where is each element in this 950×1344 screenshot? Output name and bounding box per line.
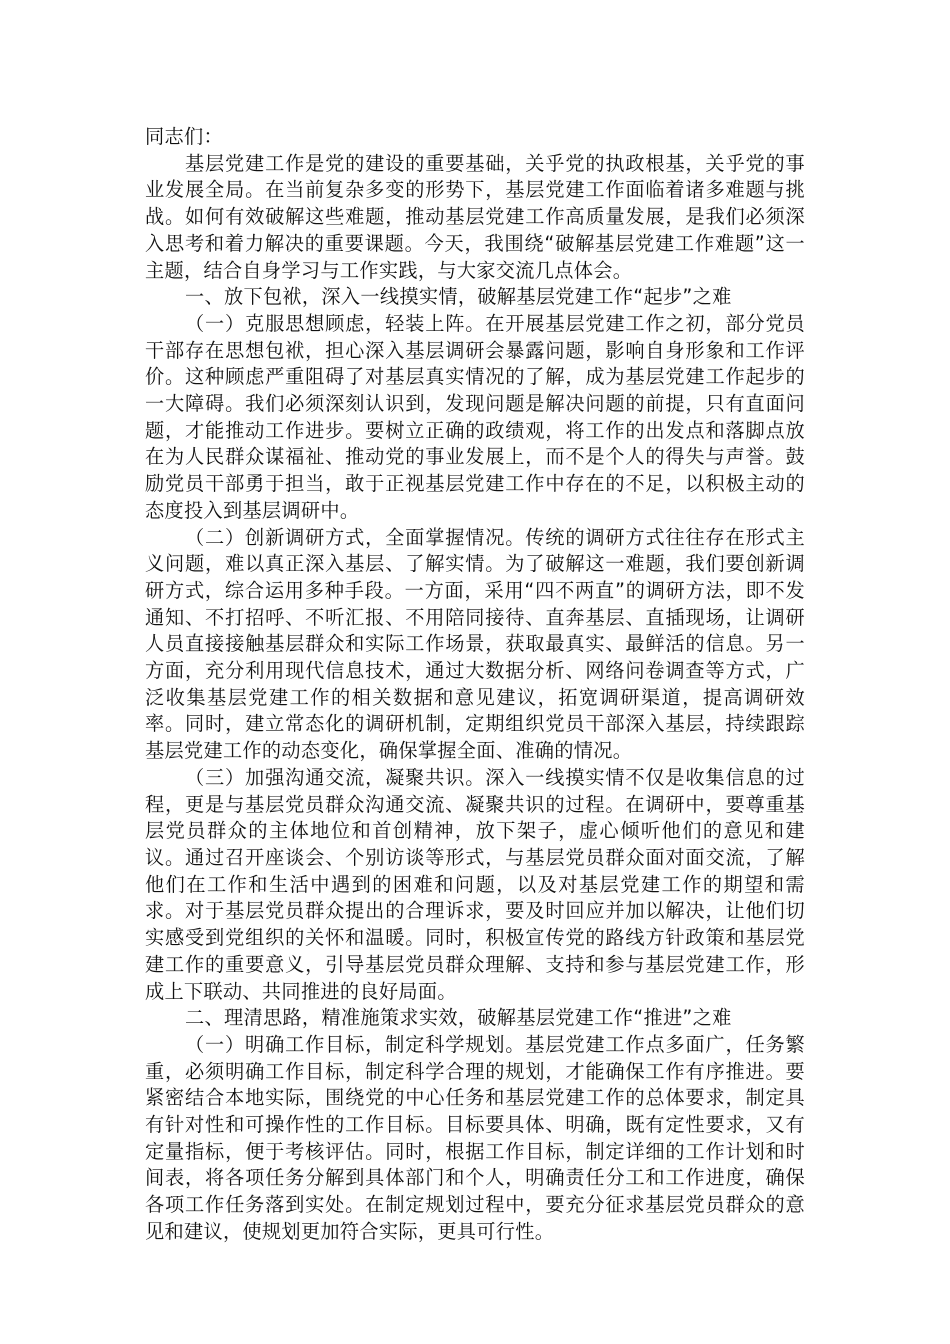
salutation: 同志们：: [145, 125, 223, 148]
body-paragraph: （一）克服思想顾虑，轻装上阵。在开展基层党建工作之初，部分党员干部存在思想包袱，担心深入基层调研会暴露问题，影响自身形象和工作评价。这种顾虑严重阻碍了对基层真实情况的了解，成为基层党建工作起步的一大障碍。我们必须深刻认识到，发现问题是解决问题的前提，只有直面问题，才能推动工作进步。要树立正确的政绩观，将工作的出发点和落脚点放在为人民群众谋福祉、推动党的事业发展上，而不是个人的得失与声誉。鼓励党员干部勇于担当，敢于正视基层党建工作中存在的不足，以积极主动的态度投入到基层调研中。: [145, 311, 805, 522]
intro-paragraph: 基层党建工作是党的建设的重要基础，关乎党的执政根基，关乎党的事业发展全局。在当前复杂多变的形势下，基层党建工作面临着诸多难题与挑战。如何有效破解这些难题，推动基层党建工作高质量发展，是我们必须深入思考和着力解决的重要课题。今天，我围绕“破解基层党建工作难题”这一主题，结合自身学习与工作实践，与大家交流几点体会。: [145, 151, 805, 282]
body-paragraph: （二）创新调研方式，全面掌握情况。传统的调研方式往往存在形式主义问题，难以真正深入基层、了解实情。为了破解这一难题，我们要创新调研方式，综合运用多种手段。一方面，采用“四不两直”的调研方法，即不发通知、不打招呼、不听汇报、不用陪同接待、直奔基层、直插现场，让调研人员直接接触基层群众和实际工作场景，获取最真实、最鲜活的信息。另一方面，充分利用现代信息技术，通过大数据分析、网络问卷调查等方式，广泛收集基层党建工作的相关数据和意见建议，拓宽调研渠道，提高调研效率。同时，建立常态化的调研机制，定期组织党员干部深入基层，持续跟踪基层党建工作的动态变化，确保掌握全面、准确的情况。: [145, 525, 805, 763]
body-paragraph: （三）加强沟通交流，凝聚共识。深入一线摸实情不仅是收集信息的过程，更是与基层党员群众沟通交流、凝聚共识的过程。在调研中，要尊重基层党员群众的主体地位和首创精神，放下架子，虚心倾听他们的意见和建议。通过召开座谈会、个别访谈等形式，与基层党员群众面对面交流，了解他们在工作和生活中遇到的困难和问题，以及对基层党建工作的期望和需求。对于基层党员群众提出的合理诉求，要及时回应并加以解决，让他们切实感受到党组织的关怀和温暖。同时，积极宣传党的路线方针政策和基层党建工作的重要意义，引导基层党员群众理解、支持和参与基层党建工作，形成上下联动、共同推进的良好局面。: [145, 765, 805, 1003]
section-heading-1: 一、放下包袱，深入一线摸实情，破解基层党建工作“起步”之难: [185, 285, 732, 309]
section-heading-2: 二、理清思路，精准施策求实效，破解基层党建工作“推进”之难: [185, 1006, 732, 1030]
document-body: [145, 124, 805, 1246]
body-paragraph: （一）明确工作目标，制定科学规划。基层党建工作点多面广，任务繁重，必须明确工作目标，制定科学合理的规划，才能确保工作有序推进。要紧密结合本地实际，围绕党的中心任务和基层党建工作的总体要求，制定具有针对性和可操作性的工作目标。目标要具体、明确，既有定性要求，又有定量指标，便于考核评估。同时，根据工作目标，制定详细的工作计划和时间表，将各项任务分解到具体部门和个人，明确责任分工和工作进度，确保各项工作任务落到实处。在制定规划过程中，要充分征求基层党员群众的意见和建议，使规划更加符合实际，更具可行性。: [145, 1032, 805, 1243]
